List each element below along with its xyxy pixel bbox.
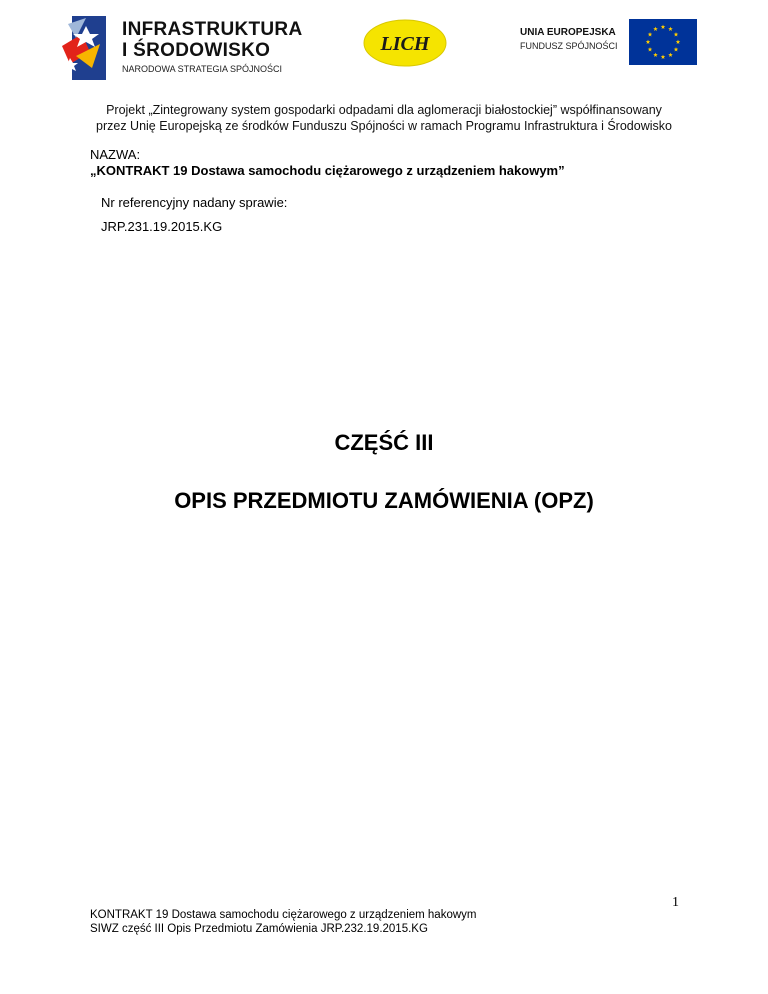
- reference-label: Nr referencyjny nadany sprawie:: [101, 195, 288, 210]
- lich-logo-text: LICH: [380, 33, 430, 55]
- infrastruktura-emblem-icon: [62, 16, 108, 80]
- contract-name: „KONTRAKT 19 Dostawa samochodu ciężarowego z urządzeniem hakowym”: [90, 163, 565, 178]
- project-description-line2: przez Unię Europejską ze środków Funduszu Spójności w ramach Programu Infrastruktura i Środowisko: [96, 119, 672, 133]
- eu-flag-icon: [629, 19, 697, 65]
- lich-logo-icon: [362, 18, 448, 68]
- infrastruktura-logo-line1: INFRASTRUKTURA: [122, 19, 303, 40]
- lich-logo: [362, 18, 448, 68]
- infrastruktura-logo-line2: I ŚRODOWISKO: [122, 40, 271, 61]
- eu-logo: [520, 18, 700, 68]
- page-number: 1: [672, 895, 679, 910]
- part-heading: CZĘŚĆ III: [334, 430, 434, 455]
- infrastruktura-logo: [62, 12, 312, 80]
- project-description-line1: Projekt „Zintegrowany system gospodarki odpadami dla aglomeracji białostockiej” współfinansowany: [106, 103, 662, 117]
- footer-line2: SIWZ część III Opis Przedmiotu Zamówienia JRP.232.19.2015.KG: [90, 923, 428, 935]
- eu-logo-line1: UNIA EUROPEJSKA: [520, 27, 616, 38]
- document-title: OPIS PRZEDMIOTU ZAMÓWIENIA (OPZ): [174, 488, 594, 513]
- footer-line1: KONTRAKT 19 Dostawa samochodu ciężarowego z urządzeniem hakowym: [90, 909, 477, 921]
- infrastruktura-logo-line3: NARODOWA STRATEGIA SPÓJNOŚCI: [122, 64, 283, 74]
- eu-logo-line2: FUNDUSZ SPÓJNOŚCI: [520, 41, 618, 51]
- name-label: NAZWA:: [90, 147, 141, 162]
- reference-number: JRP.231.19.2015.KG: [101, 219, 223, 234]
